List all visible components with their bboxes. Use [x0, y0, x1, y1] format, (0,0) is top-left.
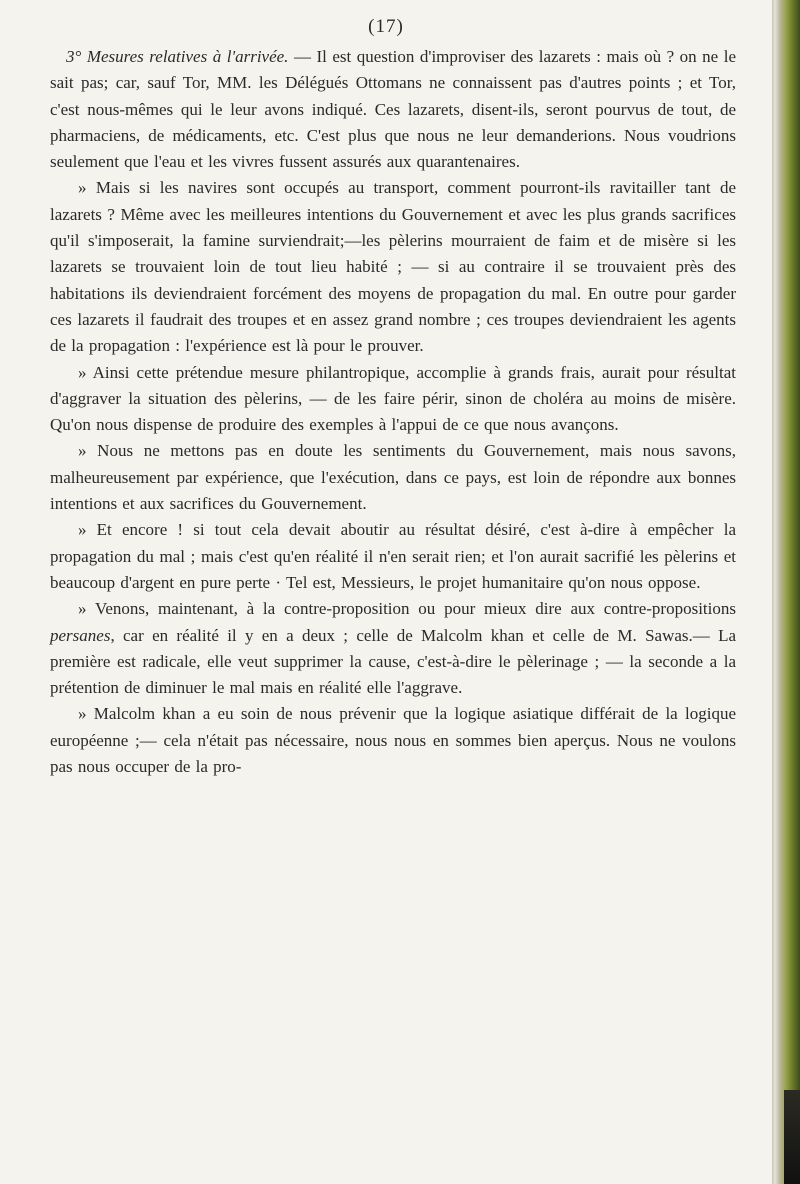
emphasis-text: persanes [50, 625, 111, 645]
paragraph-4: » Nous ne mettons pas en doute les sentiments du Gouvernement, mais nous savons, malheureusement par expérience, que l'exécution, dans ce pays, est loin de répondre aux bonnes intentions et aux sacrifices du Gouvernement. [50, 441, 736, 514]
paragraph-7: » Malcolm khan a eu soin de nous prévenir que la logique asiatique différait de la logique européenne ;— cela n'était pas nécessaire, nous nous en sommes bien aperçus. Nous ne voulons pas nous occuper de la pro- [50, 704, 736, 777]
body-text [50, 44, 736, 780]
paragraph-2: » Mais si les navires sont occupés au transport, comment pourront-ils ravitailler tant de lazarets ? Même avec les meilleures intentions du Gouvernement et avec les plus grands sacrifices qu'il s'imposerait, la famine surviendrait;—les pèlerins mourraient de faim et de misère si les lazarets se trouvaient loin de tout lieu habité ; — si au contraire il se trouvaient près des habitations ils deviendraient forcément des moyens de propagation du mal. En outre pour garder ces lazarets il faudrait des troupes et en assez grand nombre ; ces troupes deviendraient les agents de la propagation : l'expérience est là pour le prouver. [50, 178, 736, 356]
book-edge [772, 0, 800, 1184]
paragraph-text: » Venons, maintenant, à la contre-proposition ou pour mieux dire aux contre-propositions [78, 599, 736, 619]
paragraph-3: » Ainsi cette prétendue mesure philantropique, accomplie à grands frais, aurait pour résultat d'aggraver la situation des pèlerins, — de les faire périr, sinon de choléra au moins de misère. Qu'on nous dispense de produire des exemples à l'appui de ce que nous avançons. [50, 362, 736, 435]
page-number: (17) [368, 16, 404, 37]
paragraph-5: » Et encore ! si tout cela devait aboutir au résultat désiré, c'est à-dire à empêcher la propagation du mal ; mais c'est qu'en réalité il n'en serait rien; et l'on aurait sacrifié les pèlerins et beaucoup d'argent en pure perte · Tel est, Messieurs, le projet humanitaire qu'on nous oppose. [50, 520, 736, 592]
book-edge-shadow [784, 1090, 800, 1184]
paragraph-1 [50, 44, 736, 175]
paragraph-6 [50, 596, 736, 701]
section-heading: 3° Mesures relatives à l'arrivée. [66, 47, 289, 66]
paragraph-text: — Il est question d'improviser des lazarets : mais où ? on ne le sait pas; car, sauf Tor, MM. les Délégués Ottomans ne connaissent pas d'autres points ; et Tor, c'est nous-mêmes qui le leur avons indiqué. Ces lazarets, disent-ils, seront pourvus de tout, de pharmaciens, de médicaments, etc. C'est plus que nous ne leur demanderions. Nous voudrions seulement que l'eau et les vivres fussent assurés aux quarantenaires. [50, 47, 736, 172]
paragraph-text: , car en réalité il y en a deux ; celle de Malcolm khan et celle de M. Sawas.— La première est radicale, elle veut supprimer la cause, c'est-à-dire le pèlerinage ; — la seconde a la prétention de diminuer le mal mais en réalité elle l'aggrave. [50, 625, 736, 698]
